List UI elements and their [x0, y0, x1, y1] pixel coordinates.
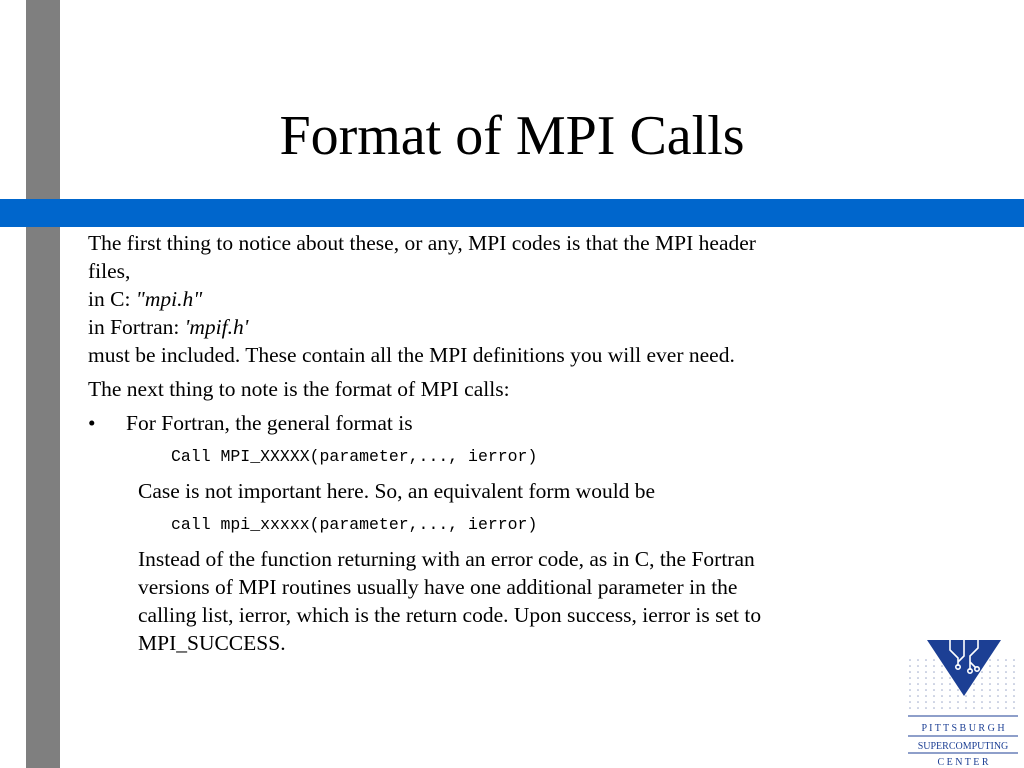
logo-dot: [981, 701, 983, 703]
logo-dot: [941, 683, 943, 685]
logo-dot: [1005, 707, 1007, 709]
intro-line: files,: [88, 259, 131, 283]
logo-dot: [997, 689, 999, 691]
logo-dot: [965, 701, 967, 703]
logo-dot: [941, 701, 943, 703]
logo-dot: [973, 701, 975, 703]
logo-dot: [997, 695, 999, 697]
logo-dot: [973, 695, 975, 697]
logo-dot: [997, 665, 999, 667]
logo-dot: [949, 683, 951, 685]
logo-dot: [941, 677, 943, 679]
logo-dot: [933, 659, 935, 661]
logo-dot: [981, 671, 983, 673]
logo-dot: [989, 695, 991, 697]
error-code-paragraph: [88, 545, 928, 657]
logo-dot: [1005, 665, 1007, 667]
logo-dot: [1013, 701, 1015, 703]
logo-dot: [997, 677, 999, 679]
logo-dot: [917, 659, 919, 661]
logo-dot: [917, 665, 919, 667]
logo-dot: [1005, 689, 1007, 691]
logo-dot: [1005, 671, 1007, 673]
logo-dot: [909, 701, 911, 703]
logo-dot: [909, 695, 911, 697]
logo-dot: [989, 665, 991, 667]
logo-text-center: C E N T E R: [937, 757, 989, 766]
logo-dot: [909, 707, 911, 709]
logo-dot: [909, 665, 911, 667]
logo-dot: [957, 695, 959, 697]
logo-dot: [933, 689, 935, 691]
logo-dot: [917, 701, 919, 703]
logo-dot: [1013, 707, 1015, 709]
logo-dot: [989, 707, 991, 709]
logo-dot: [957, 689, 959, 691]
logo-dot: [989, 671, 991, 673]
slide-title: Format of MPI Calls: [279, 105, 745, 167]
c-header-line: [88, 285, 928, 313]
logo-dot: [949, 701, 951, 703]
error-code-line: Instead of the function returning with an error code, as in C, the Fortran: [138, 547, 755, 571]
logo-dot: [933, 695, 935, 697]
logo-text-supercomputing: SUPERCOMPUTING: [917, 741, 1009, 752]
logo-dot: [949, 707, 951, 709]
fortran-header-line: [88, 313, 928, 341]
fortran-header-name: 'mpif.h': [184, 315, 249, 339]
logo-dot: [925, 683, 927, 685]
logo-dot: [965, 695, 967, 697]
logo-dot: [965, 707, 967, 709]
logo-dot: [949, 689, 951, 691]
logo-dot: [1005, 659, 1007, 661]
logo-dot: [957, 707, 959, 709]
logo-dot: [917, 689, 919, 691]
logo-dot: [917, 683, 919, 685]
psc-logo-graphic: [906, 636, 1020, 766]
title-underline-band: [0, 199, 1024, 227]
logo-dot: [973, 683, 975, 685]
code-lowercase-call: call mpi_xxxxx(parameter,..., ierror): [171, 515, 538, 534]
logo-dot: [933, 707, 935, 709]
logo-dot: [941, 689, 943, 691]
logo-dot: [933, 665, 935, 667]
fortran-header-prefix: in Fortran:: [88, 315, 185, 339]
psc-logo: [906, 636, 1020, 766]
logo-dot: [925, 707, 927, 709]
logo-dot: [981, 689, 983, 691]
logo-dot: [909, 683, 911, 685]
logo-dot: [941, 707, 943, 709]
logo-dot: [997, 707, 999, 709]
logo-dot: [981, 707, 983, 709]
logo-dot: [949, 677, 951, 679]
logo-dot: [925, 695, 927, 697]
logo-dot: [1013, 689, 1015, 691]
fortran-bullet: [88, 409, 928, 437]
logo-text-pittsburgh: P I T T S B U R G H: [921, 723, 1005, 734]
logo-dot: [949, 695, 951, 697]
intro-paragraph: [88, 229, 928, 369]
c-header-name: "mpi.h": [135, 287, 203, 311]
logo-dot: [941, 671, 943, 673]
logo-dot: [1005, 695, 1007, 697]
logo-dot: [917, 671, 919, 673]
logo-dot: [997, 701, 999, 703]
logo-dot: [925, 677, 927, 679]
logo-dot: [933, 677, 935, 679]
logo-dot: [909, 689, 911, 691]
logo-dot: [1005, 701, 1007, 703]
logo-dot: [925, 665, 927, 667]
slide-body: [88, 229, 928, 657]
logo-dot: [1013, 695, 1015, 697]
logo-dot: [909, 659, 911, 661]
logo-dot: [989, 677, 991, 679]
code-uppercase-call: Call MPI_XXXXX(parameter,..., ierror): [171, 447, 538, 466]
case-note: Case is not important here. So, an equivalent form would be: [138, 479, 656, 503]
logo-dot: [1013, 665, 1015, 667]
next-thing-paragraph: The next thing to note is the format of MPI calls:: [88, 377, 510, 401]
logo-dot: [957, 701, 959, 703]
logo-dot: [981, 677, 983, 679]
logo-dot: [973, 689, 975, 691]
logo-dot: [909, 677, 911, 679]
logo-dot: [1005, 683, 1007, 685]
logo-dot: [933, 683, 935, 685]
logo-dot: [973, 707, 975, 709]
logo-dot: [989, 659, 991, 661]
logo-dot: [1013, 659, 1015, 661]
logo-dot: [925, 671, 927, 673]
logo-dot: [1013, 683, 1015, 685]
logo-dot: [1013, 671, 1015, 673]
logo-dot: [941, 665, 943, 667]
logo-dot: [933, 671, 935, 673]
logo-dot: [941, 695, 943, 697]
logo-dot: [997, 671, 999, 673]
logo-dot: [997, 659, 999, 661]
logo-dot: [917, 707, 919, 709]
bullet-text: For Fortran, the general format is: [126, 411, 413, 435]
logo-dot: [997, 683, 999, 685]
must-include-line: must be included. These contain all the MPI definitions you will ever need.: [88, 343, 735, 367]
logo-dot: [925, 689, 927, 691]
logo-dot: [925, 659, 927, 661]
logo-dot: [925, 701, 927, 703]
logo-dot: [1005, 677, 1007, 679]
logo-dot: [917, 695, 919, 697]
error-code-line: MPI_SUCCESS.: [138, 631, 286, 655]
logo-dot: [909, 671, 911, 673]
logo-dot: [933, 701, 935, 703]
bullet-icon: •: [88, 411, 96, 435]
logo-dot: [989, 689, 991, 691]
logo-dot: [917, 677, 919, 679]
logo-dot: [989, 683, 991, 685]
logo-dot: [981, 695, 983, 697]
logo-dot: [981, 683, 983, 685]
error-code-line: calling list, ierror, which is the return code. Upon success, ierror is set to: [138, 603, 762, 627]
error-code-line: versions of MPI routines usually have one additional parameter in the: [138, 575, 738, 599]
logo-dot: [1013, 677, 1015, 679]
c-header-prefix: in C:: [88, 287, 136, 311]
logo-dot: [989, 701, 991, 703]
intro-line: The first thing to notice about these, or any, MPI codes is that the MPI header: [88, 231, 756, 255]
